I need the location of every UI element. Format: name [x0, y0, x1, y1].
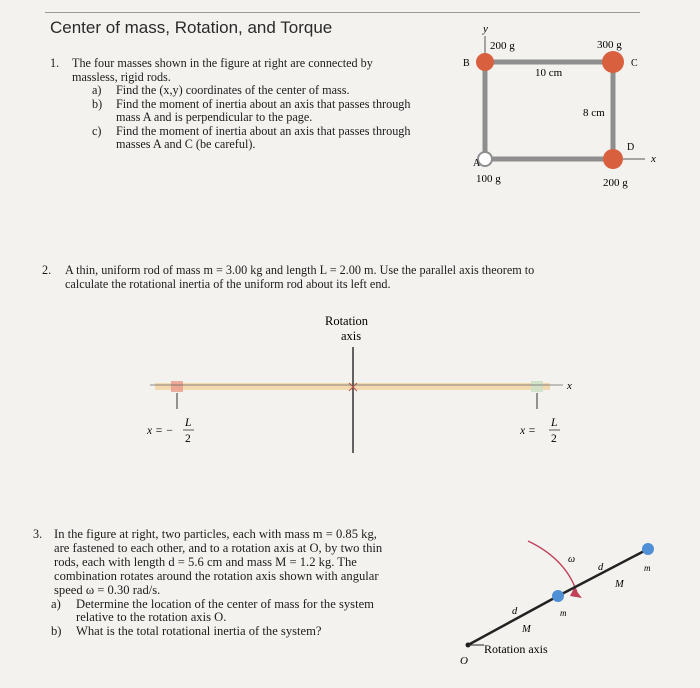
- q1-part-a: a) Find the (x,y) coordinates of the center of mass.: [92, 83, 350, 97]
- right-end-label: x =: [520, 425, 536, 437]
- q1-figure: [455, 18, 690, 198]
- q1-part-c: c) Find the moment of inertia about an axis that passes through masses A and C (be careful).: [92, 123, 411, 151]
- mass-C-value: 300 g: [597, 39, 622, 51]
- y-axis-label: y: [483, 23, 488, 35]
- q1-number: 1.: [50, 56, 60, 70]
- mass-D: [603, 149, 623, 169]
- q2-number: 2.: [42, 263, 52, 277]
- omega-label: ω: [568, 554, 576, 565]
- mass-D-value: 200 g: [603, 177, 628, 189]
- q3-number: 3.: [33, 527, 43, 541]
- right-frac-denominator: 2: [551, 433, 557, 445]
- M-label-outer: M: [615, 579, 624, 590]
- rod-right-end-mark: [531, 381, 543, 392]
- label-D: D: [627, 142, 635, 153]
- q3-block: 3. In the figure at right, two particles, each with mass m = 0.85 kg, are fastened to each other, and to a rotation axis at O, by two thin rods, each with length d = 5.6 cm and mass M = 1.2 kg. The combination rotates around the rotation axis shown with angular speed ω = 0.30 rad/s. a) Determine the location of the center of mass for the system relative to the rotation axis O. b) What is the total rotational inertia of the system?: [33, 527, 383, 639]
- q1-stem: The four masses shown in the figure at right are connected by massless, rigid rods.: [72, 56, 373, 84]
- page-title: Center of mass, Rotation, and Torque: [50, 18, 333, 37]
- mass-C: [602, 51, 624, 73]
- top-rule: [45, 12, 640, 13]
- angular-speed-arc: [528, 541, 578, 596]
- m-label-outer: m: [644, 563, 651, 573]
- mass-B-value: 200 g: [490, 40, 515, 52]
- left-end-label: x = −: [147, 425, 174, 437]
- rod-inner: [468, 596, 558, 645]
- label-C: C: [631, 58, 638, 69]
- mass-B: [476, 53, 494, 71]
- mass-A-value: 100 g: [476, 173, 501, 185]
- label-A: A: [473, 158, 481, 169]
- M-label-inner: M: [522, 624, 531, 635]
- q2-figure: [135, 305, 605, 460]
- x-axis-label: x: [651, 153, 656, 165]
- particle-inner: [552, 590, 564, 602]
- q1-part-b: b) Find the moment of inertia about an axis that passes through mass A and is perpendicular to the page.: [92, 96, 411, 124]
- d-label-inner: d: [512, 606, 518, 617]
- width-dimension: 10 cm: [535, 67, 563, 79]
- axis-label-line2: axis: [341, 329, 362, 343]
- m-label-inner: m: [560, 608, 567, 618]
- label-B: B: [463, 58, 470, 69]
- right-frac-numerator: L: [551, 417, 558, 429]
- particle-outer: [642, 543, 654, 555]
- origin-label: O: [460, 655, 468, 667]
- q1-block: [50, 57, 410, 152]
- q3-part-b: b) What is the total rotational inertia of the system?: [51, 624, 322, 639]
- left-frac-numerator: L: [185, 417, 192, 429]
- height-dimension: 8 cm: [583, 107, 605, 119]
- d-label-outer: d: [598, 562, 604, 573]
- rotation-axis-label: Rotation axis: [484, 642, 548, 656]
- axis-label-line1: Rotation: [325, 314, 369, 328]
- left-frac-denominator: 2: [185, 433, 191, 445]
- rod-left-end-mark: [171, 381, 183, 392]
- q3-part-a: a) Determine the location of the center of mass for the system relative to the rotation axis O.: [51, 596, 374, 625]
- x-axis-label: x: [567, 380, 572, 392]
- q2-block: 2. A thin, uniform rod of mass m = 3.00 kg and length L = 2.00 m. Use the parallel axis theorem to calculate the rotational inertia of the uniform rod about its left end.: [42, 263, 535, 291]
- q3-figure: [450, 528, 695, 686]
